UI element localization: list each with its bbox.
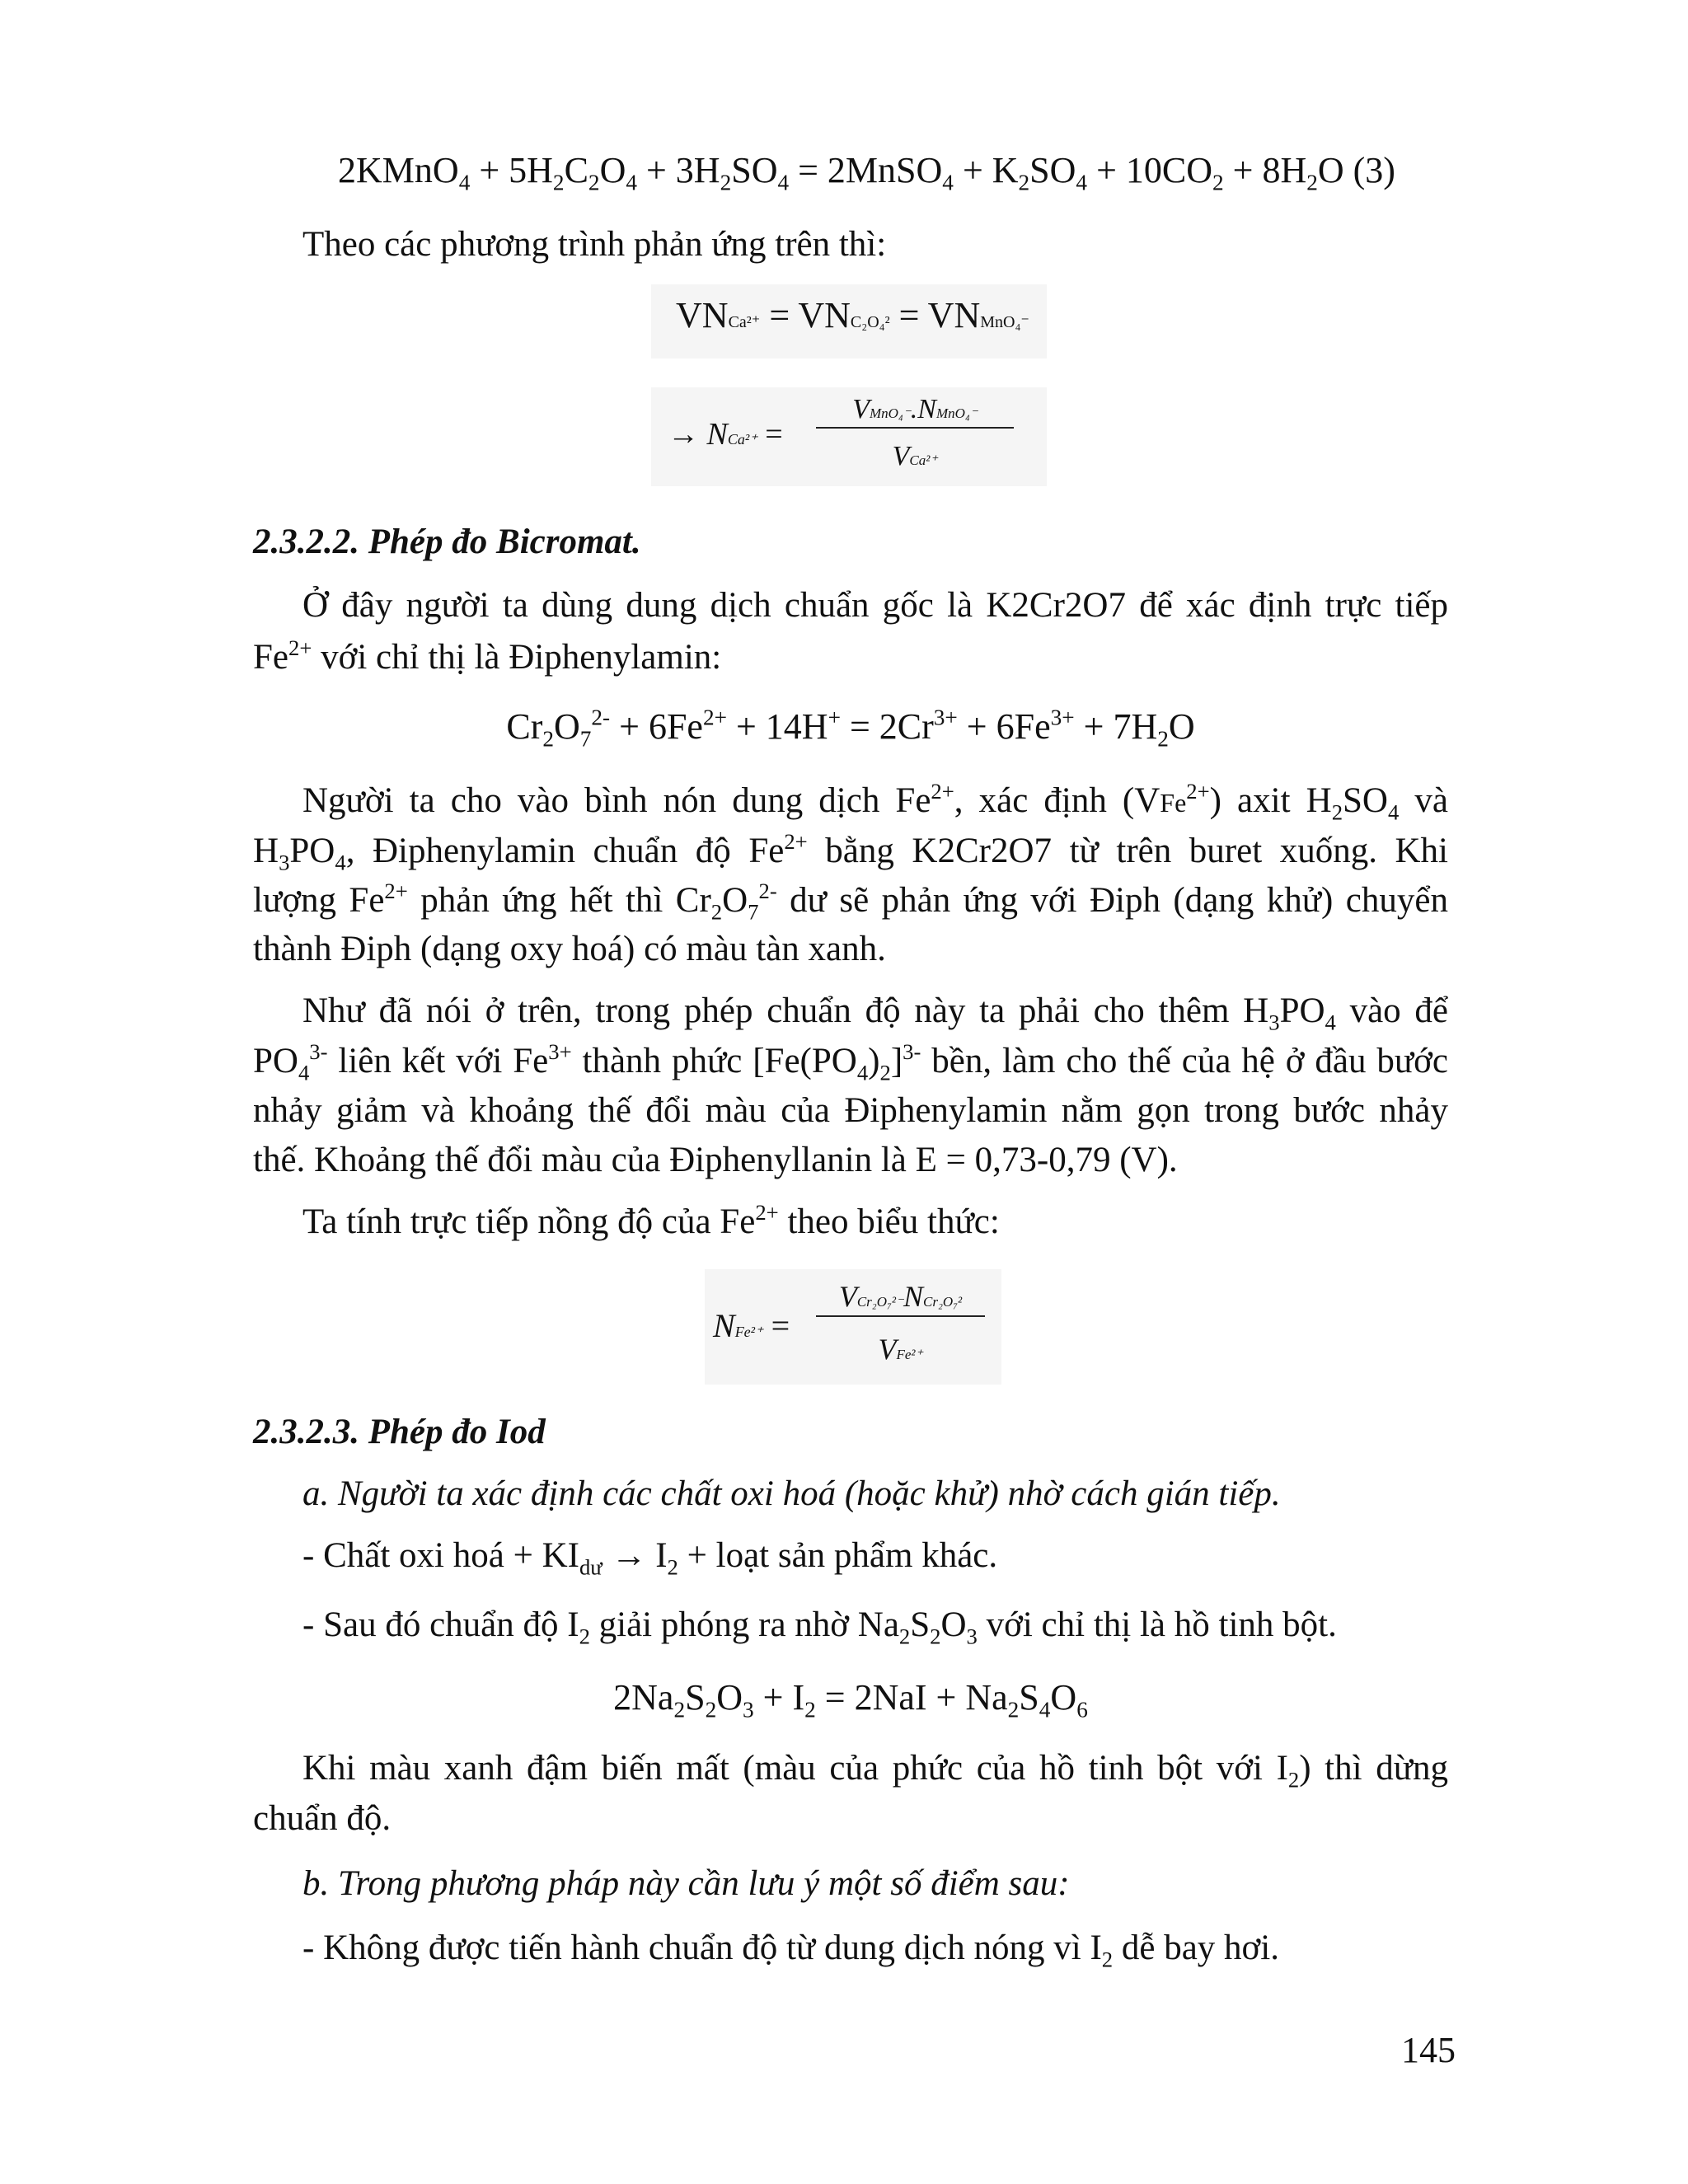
- page-number: 145: [1401, 2030, 1456, 2070]
- equation-vn: VNCa²⁺ = VNC₂O₄² = VNMnO₄⁻: [651, 284, 1047, 359]
- subheading-b: b. Trong phương pháp này cần lưu ý một số điểm sau:: [302, 1864, 1070, 1903]
- procedure-line-2: $H_3PO_4$, Điphenylamin chuẩn độ $Fe^{2+}$ bằng K2Cr2O7 từ trên buret xuống. Khi: [253, 829, 1448, 875]
- h3po4-line-3: nhảy giảm và khoảng thế đổi màu của Điphenylamin nằm gọn trong bước nhảy: [253, 1091, 1448, 1130]
- end-line-2: chuẩn độ.: [253, 1799, 392, 1838]
- end-line-1: Khi màu xanh đậm biến mất (màu của phức của hồ tinh bột với $I_2$) thì dừng: [302, 1749, 1448, 1793]
- bullet-titration: - Sau đó chuẩn độ $I_2$ giải phóng ra nhờ $Na_2S_2O_3$ với chỉ thị là hồ tinh bột.: [302, 1605, 1337, 1649]
- reaction-iod: $2Na_2S_2O_3 + I_2 = 2NaI + Na_2S_4O_6$: [613, 1677, 1088, 1722]
- bullet-oxidizer: - Chất oxi hoá + $KI_{dư} \to I_2$ + loạt sản phẩm khác.: [302, 1536, 998, 1580]
- procedure-line-1: Người ta cho vào bình nón dung dịch $Fe^{2+}$, xác định (VFe$^{2+}$) axit $H_2SO_4$ và: [302, 779, 1448, 825]
- bicromat-line-2: $Fe^{2+}$ với chỉ thị là Điphenylamin:: [253, 635, 722, 677]
- procedure-line-3: lượng $Fe^{2+}$ phản ứng hết thì $Cr_2O_7^{2-}$ dư sẽ phản ứng với Điph (dạng khử) chuyển: [253, 879, 1448, 925]
- reaction-bicromat: $Cr_2O_7^{2-} + 6Fe^{2+} + 14H^+ = 2Cr^{3+} + 6Fe^{3+} + 7H_2O$: [506, 705, 1195, 752]
- equation-n-fe: NFe²⁺ = VCr₂O₇²⁻NCr₂O₇² VFe²⁺: [705, 1269, 1001, 1385]
- bicromat-line-1: Ở đây người ta dùng dung dịch chuẩn gốc là K2Cr2O7 để xác định trực tiếp: [302, 586, 1448, 625]
- h3po4-line-1: Như đã nói ở trên, trong phép chuẩn độ này ta phải cho thêm $H_3PO_4$ vào để: [302, 991, 1448, 1035]
- h3po4-line-2: $PO_4^{3-}$ liên kết với $Fe^{3+}$ thành phức $[Fe(PO_4)_2]^{3-}$ bền, làm cho thế của hệ ở đầu bước: [253, 1039, 1448, 1085]
- h3po4-line-4: thế. Khoảng thế đổi màu của Điphenyllanin là E = 0,73-0,79 (V).: [253, 1141, 1178, 1179]
- heading-2-3-2-2: 2.3.2.2. Phép đo Bicromat.: [253, 523, 641, 561]
- procedure-line-4: thành Điph (dạng oxy hoá) có màu tàn xanh.: [253, 930, 886, 968]
- text-by-equations: Theo các phương trình phản ứng trên thì:: [302, 225, 887, 264]
- heading-2-3-2-3: 2.3.2.3. Phép đo Iod: [253, 1413, 546, 1451]
- bullet-no-hot: - Không được tiến hành chuẩn độ từ dung dịch nóng vì $I_2$ dễ bay hơi.: [302, 1929, 1279, 1972]
- equation-n-ca: → NCa²⁺ = VMnO₄⁻.NMnO₄⁻ VCa²⁺: [651, 387, 1047, 486]
- subheading-a: a. Người ta xác định các chất oxi hoá (hoặc khử) nhờ cách gián tiếp.: [302, 1474, 1281, 1513]
- reaction-3: 2KMnO$_4$ + $5H_2C_2O_4 + 3H_2SO_4$ = 2MnSO$_4$ + $K_2SO_4 + 10CO_2 + 8H_2O$ (3): [338, 150, 1395, 195]
- calc-intro: Ta tính trực tiếp nồng độ của $Fe^{2+}$ theo biểu thức:: [302, 1200, 1000, 1241]
